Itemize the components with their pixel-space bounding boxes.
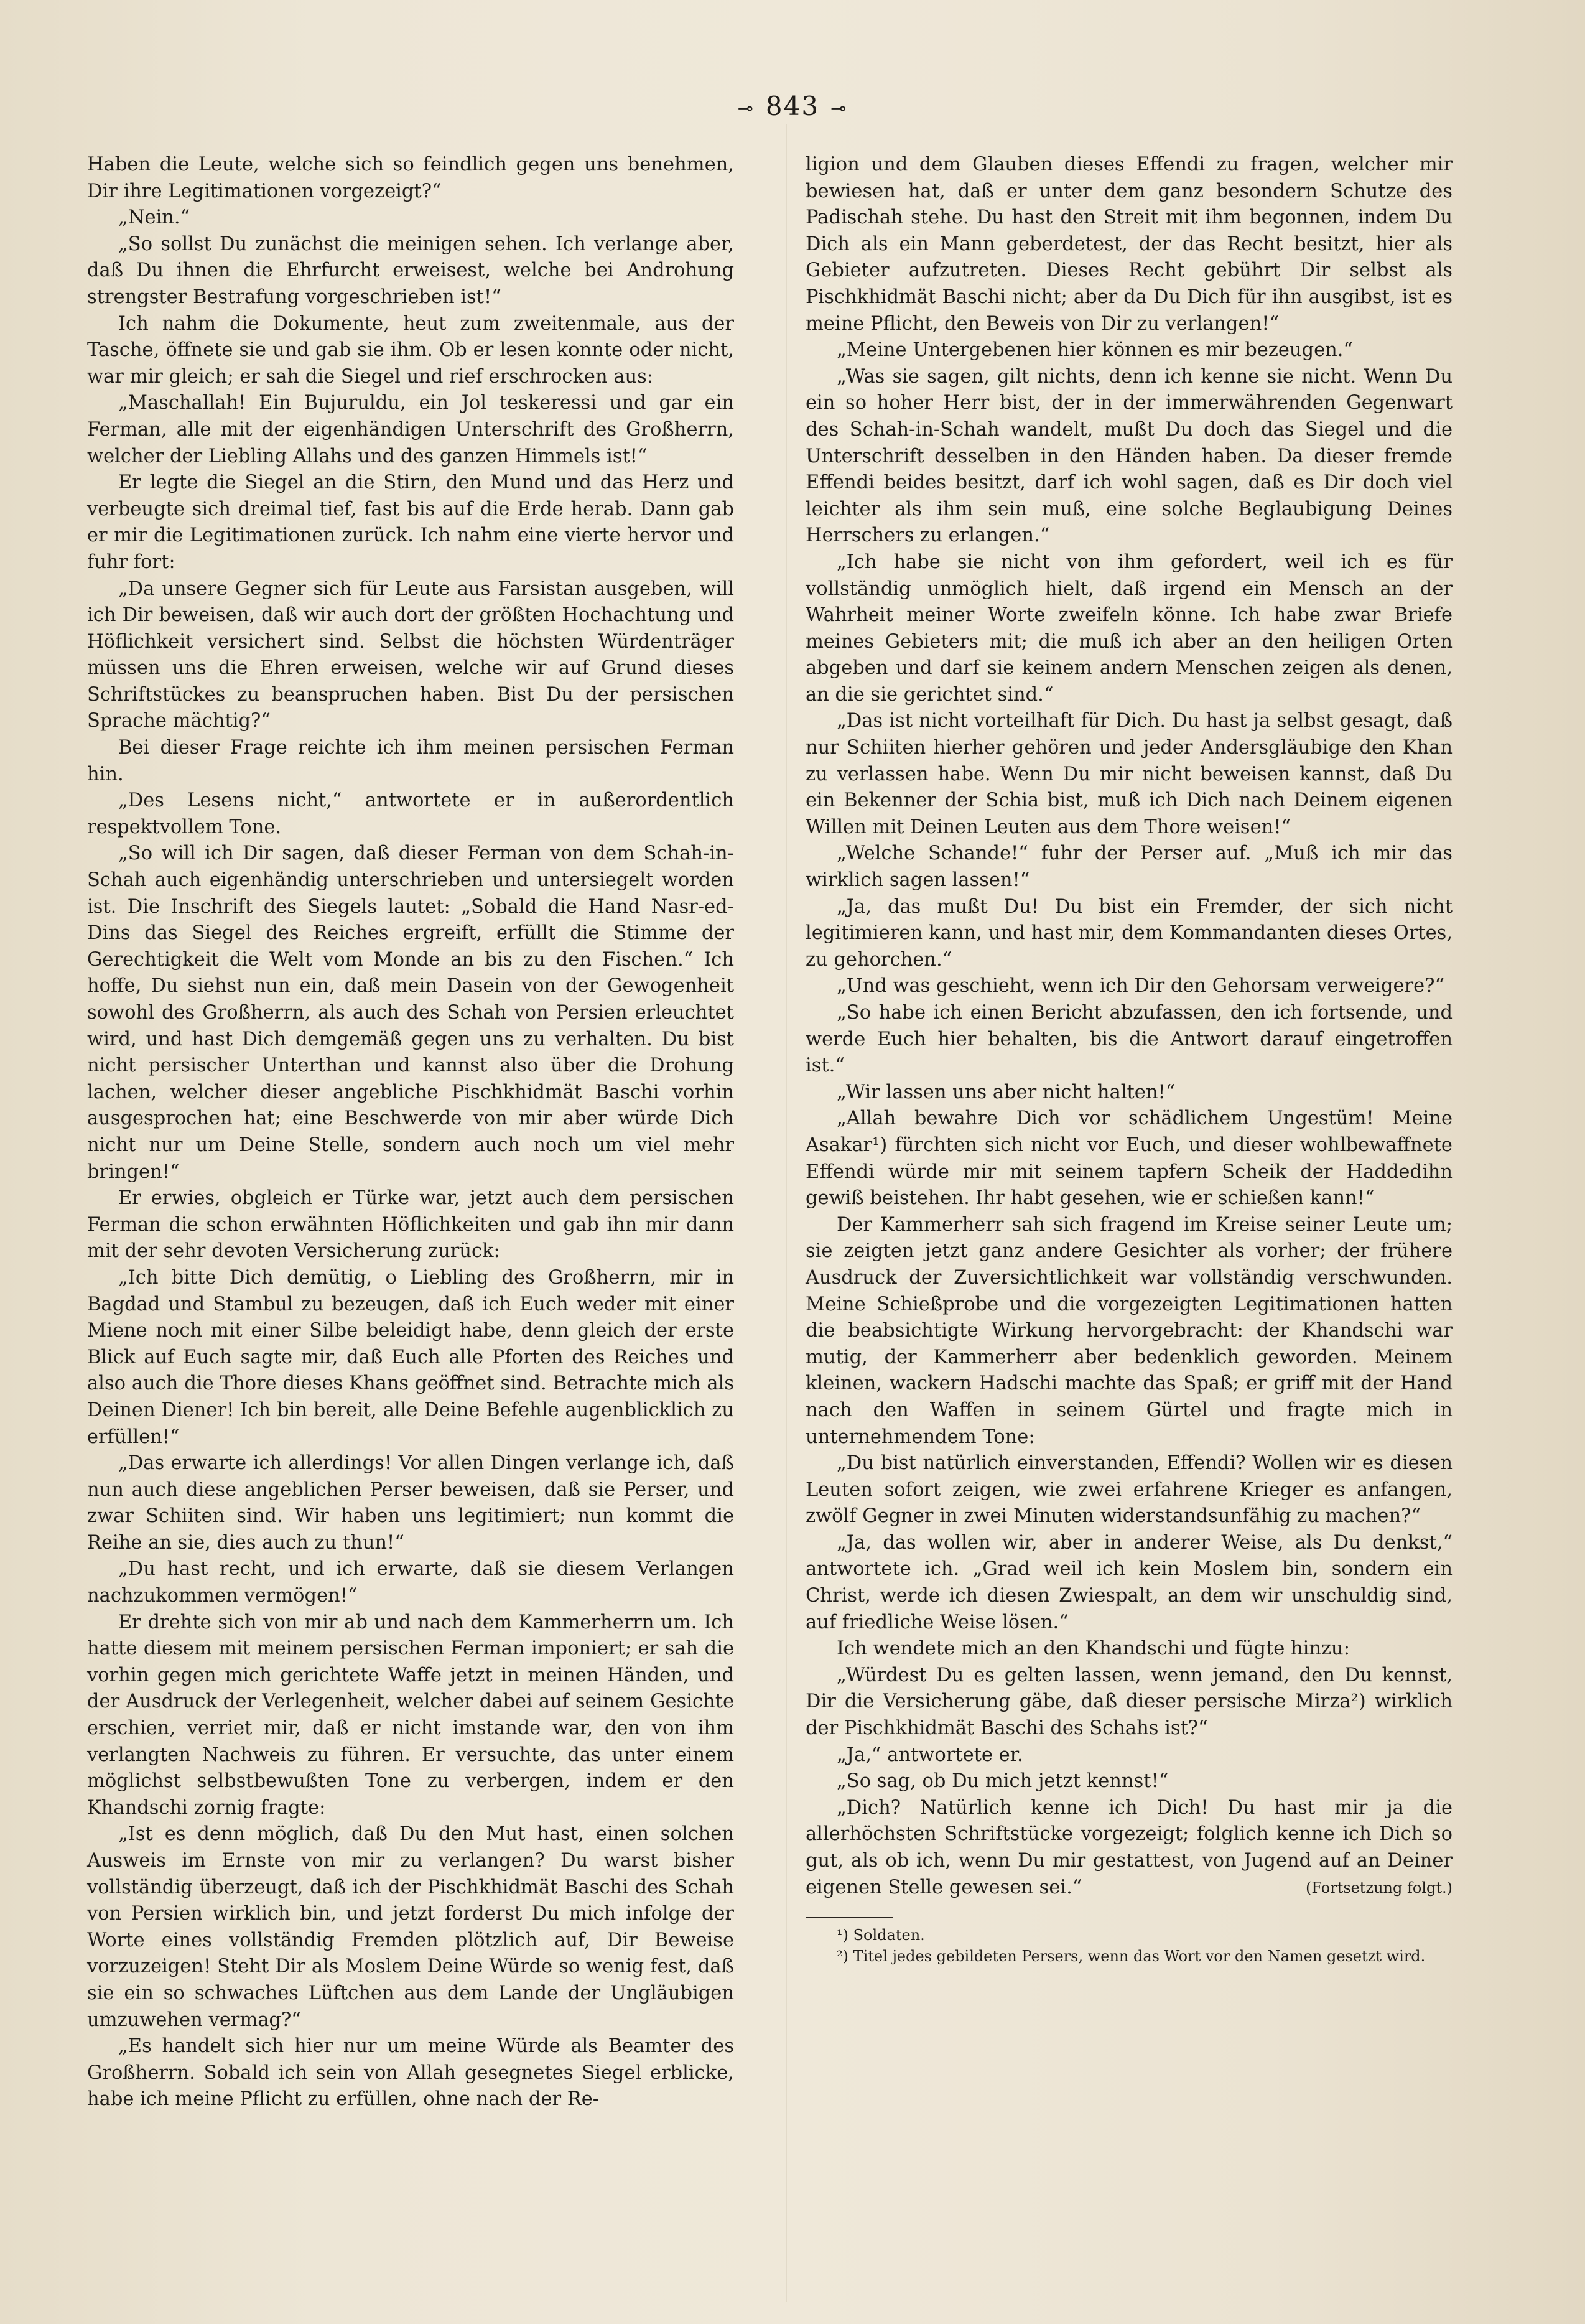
paragraph: Haben die Leute, welche sich so feindlich gegen uns benehmen, Dir ihre Legitimationen vorgezeigt?“ xyxy=(87,154,734,202)
paragraph: Der Kammerherr sah sich fragend im Kreise seiner Leute um; sie zeigten jetzt ganz andere Gesichter als vorher; der frühere Ausdruck der Zuversichtlichkeit war vollständig verschwunden. Meine Schießprobe und die vorgezeigten Legitimationen hatten die beabsichtigte Wirkung hervorgebracht: der Khandschi war mutig, der Kammerherr aber bedenklich geworden. Meinem kleinen, wackern Hadschi machte das Spaß; er griff mit der Hand nach den Waffen in seinem Gürtel und fragte mich in unternehmendem Tone: xyxy=(806,1213,1453,1448)
paragraph: „Es handelt sich hier nur um meine Würde als Beamter des Großherrn. Sobald ich sein von Allah gesegnetes Siegel erblicke, habe ich meine Pflicht zu erfüllen, ohne nach der Re- xyxy=(87,2035,734,2111)
paragraph: Er drehte sich von mir ab und nach dem Kammerherrn um. Ich hatte diesem mit meinem persischen Ferman imponiert; er sah die vorhin gegen mich gerichtete Waffe jetzt in meinen Händen, und der Ausdruck der Verlegenheit, welcher dabei auf seinem Gesichte erschien, verriet mir, daß er nicht imstande war, den von ihm verlangten Nachweis zu führen. Er versuchte, das unter einem möglichst selbstbewußten Tone zu verbergen, indem er den Khandschi zornig fragte: xyxy=(87,1611,734,1819)
paragraph: „Ja, das mußt Du! Du bist ein Fremder, der sich nicht legitimieren kann, und hast mir, dem Kommandanten dieses Ortes, zu gehorchen.“ xyxy=(806,895,1453,971)
paragraph: „So will ich Dir sagen, daß dieser Ferman von dem Schah-in-Schah auch eigenhändig unterschrieben und untersiegelt worden ist. Die Inschrift des Siegels lautet: „Sobald die Hand Nasr-ed-Dins das Siegel des Reiches ergreift, erfüllt die Stimme der Gerechtigkeit die Welt vom Monde an bis zu den Fischen.“ Ich hoffe, Du siehst nun ein, daß mein Dasein von der Gewogenheit sowohl des Großherrn, als auch des Schah von Persien erleuchtet wird, und hast Dich demgemäß gegen uns zu verhalten. Du bist nicht persischer Unterthan und kannst also über die Drohung lachen, welcher dieser angebliche Pischkhidmät Baschi vorhin ausgesprochen hat; eine Beschwerde von mir aber würde Dich nicht nur um Deine Stelle, sondern auch noch um viel mehr bringen!“ xyxy=(87,842,734,1183)
paragraph: „Das erwarte ich allerdings! Vor allen Dingen verlange ich, daß nun auch diese angeblichen Perser beweisen, daß sie Perser, und zwar Schiiten sind. Wir haben uns legitimiert; nun kommt die Reihe an sie, dies auch zu thun!“ xyxy=(87,1452,734,1554)
paragraph: Bei dieser Frage reichte ich ihm meinen persischen Ferman hin. xyxy=(87,737,734,785)
paragraph: Er legte die Siegel an die Stirn, den Mund und das Herz und verbeugte sich dreimal tief, fast bis auf die Erde herab. Dann gab er mir die Legitimationen zurück. Ich nahm eine vierte hervor und fuhr fort: xyxy=(87,472,734,573)
paragraph: „Maschallah! Ein Bujuruldu, ein Jol teskeressi und gar ein Ferman, alle mit der eigenhändigen Unterschrift des Großherrn, welcher der Liebling Allahs und des ganzen Himmels ist!“ xyxy=(87,392,734,467)
paragraph: „Das ist nicht vorteilhaft für Dich. Du hast ja selbst gesagt, daß nur Schiiten hierher gehören und jeder Andersgläubige den Khan zu verlassen habe. Wenn Du mir nicht beweisen kannst, daß Du ein Bekenner der Schia bist, muß ich Dich nach Deinem eigenen Willen mit Deinen Leuten aus dem Thore weisen!“ xyxy=(806,710,1453,838)
paragraph: Er erwies, obgleich er Türke war, jetzt auch dem persischen Ferman die schon erwähnten Höflichkeiten und gab ihn mir dann mit der sehr devoten Versicherung zurück: xyxy=(87,1187,734,1262)
footnote: ²) Titel jedes gebildeten Persers, wenn das Wort vor den Namen gesetzt wird. xyxy=(837,1948,1426,1966)
paragraph-last xyxy=(806,1795,1453,1901)
left-ornament: ⊸ xyxy=(737,97,755,119)
paragraph: Ich nahm die Dokumente, heut zum zweitenmale, aus der Tasche, öffnete sie und gab sie ihm. Ob er lesen konnte oder nicht, war mir gleich; er sah die Siegel und rief erschrocken aus: xyxy=(87,312,734,388)
continued-note: (Fortsetzung folgt.) xyxy=(1306,1878,1453,1897)
center-fold xyxy=(786,124,787,2302)
paragraph: ligion und dem Glauben dieses Effendi zu fragen, welcher mir bewiesen hat, daß er unter dem ganz besondern Schutze des Padischah stehe. Du hast den Streit mit ihm begonnen, indem Du Dich als ein Mann geberdetest, der das Recht besitzt, hier als Gebieter aufzutreten. Dieses Recht gebührt Dir selbst als Pischkhidmät Baschi nicht; aber da Du Dich für ihn ausgibst, ist es meine Pflicht, den Beweis von Dir zu verlangen!“ xyxy=(806,154,1453,335)
paragraph: „Was sie sagen, gilt nichts, denn ich kenne sie nicht. Wenn Du ein so hoher Herr bist, der in der immerwährenden Gegenwart des Schah-in-Schah wandelt, mußt Du doch das Siegel und die Unterschrift desselben in den Händen haben. Da dieser fremde Effendi beides besitzt, darf ich wohl sagen, daß es Dir doch viel leichter als ihm sein muß, eine solche Beglaubigung Deines Herrschers zu erlangen.“ xyxy=(806,365,1453,547)
paragraph: „Ja, das wollen wir, aber in anderer Weise, als Du denkst,“ antwortete ich. „Grad weil ich kein Moslem bin, sondern ein Christ, werde ich diesen Zwiespalt, an dem wir unschuldig sind, auf friedliche Weise lösen.“ xyxy=(806,1531,1453,1633)
paragraph: „So sag, ob Du mich jetzt kennst!“ xyxy=(837,1770,1169,1793)
paragraph: „Ich bitte Dich demütig, o Liebling des Großherrn, mir in Bagdad und Stambul zu bezeugen, daß ich Euch weder mit einer Miene noch mit einer Silbe beleidigt habe, denn gleich der erste Blick auf Euch sagte mir, daß Euch alle Pforten des Reiches und also auch die Thore dieses Khans geöffnet sind. Betrachte mich als Deinen Diener! Ich bin bereit, alle Deine Befehle augenblicklich zu erfüllen!“ xyxy=(87,1266,734,1448)
paragraph: „Welche Schande!“ fuhr der Perser auf. „Muß ich mir das wirklich sagen lassen!“ xyxy=(806,842,1453,892)
paragraph: Ich wendete mich an den Khandschi und fügte hinzu: xyxy=(837,1638,1350,1660)
page-number: 843 xyxy=(765,91,820,121)
paragraph: „Du hast recht, und ich erwarte, daß sie diesem Verlangen nachzukommen vermögen!“ xyxy=(87,1558,734,1607)
paragraph: „Da unsere Gegner sich für Leute aus Farsistan ausgeben, will ich Dir beweisen, daß wir auch dort der größten Hochachtung und Höflichkeit versichert sind. Selbst die höchsten Würdenträger müssen uns die Ehren erweisen, welche wir auf Grund dieses Schriftstückes zu beanspruchen haben. Bist Du der persischen Sprache mächtig?“ xyxy=(87,577,734,732)
paragraph: „So sollst Du zunächst die meinigen sehen. Ich verlange aber, daß Du ihnen die Ehrfurcht erweisest, welche bei Androhung strengster Bestrafung vorgeschrieben ist!“ xyxy=(87,233,734,308)
right-column xyxy=(806,152,1453,1967)
paragraph: „Ist es denn möglich, daß Du den Mut hast, einen solchen Ausweis im Ernste von mir zu verlangen? Du warst bisher vollständig überzeugt, daß ich der Pischkhidmät Baschi des Schah von Persien wirklich bin, und jetzt forderst Du mich infolge der Worte eines vollständig Fremden plötzlich auf, Dir Beweise vorzuzeigen! Steht Dir als Moslem Deine Würde so wenig fest, daß sie ein so schwaches Lüftchen aus dem Lande der Ungläubigen umzuwehen vermag?“ xyxy=(87,1823,734,2031)
footnote: ¹) Soldaten. xyxy=(837,1926,925,1944)
paragraph: „Du bist natürlich einverstanden, Effendi? Wollen wir es diesen Leuten sofort zeigen, wie zwei erfahrene Krieger es anfangen, zwölf Gegner in zwei Minuten widerstandsunfähig zu machen?“ xyxy=(806,1452,1453,1528)
paragraph: „Ja,“ antwortete er. xyxy=(837,1743,1023,1766)
paragraph: „Meine Untergebenen hier können es mir bezeugen.“ xyxy=(837,339,1354,362)
paragraph: „Würdest Du es gelten lassen, wenn jemand, den Du kennst, Dir die Versicherung gäbe, daß dieser persische Mirza²) wirklich der Pischkhidmät Baschi des Schahs ist?“ xyxy=(806,1664,1453,1740)
paragraph: „So habe ich einen Bericht abzufassen, den ich fortsende, und werde Euch hier behalten, bis die Antwort darauf eingetroffen ist.“ xyxy=(806,1002,1453,1077)
paragraph: „Nein.“ xyxy=(118,207,190,229)
paragraph: „Und was geschieht, wenn ich Dir den Gehorsam verweigere?“ xyxy=(837,975,1445,997)
right-ornament: ⊸ xyxy=(830,97,848,119)
page-header xyxy=(0,91,1585,121)
paragraph: „Allah bewahre Dich vor schädlichem Ungestüm! Meine Asakar¹) fürchten sich nicht vor Euch, und dieser wohlbewaffnete Effendi würde mir mit seinem tapfern Scheik der Haddedihn gewiß beistehen. Ihr habt gesehen, wie er schießen kann!“ xyxy=(806,1108,1453,1210)
paragraph: „Wir lassen uns aber nicht halten!“ xyxy=(837,1081,1176,1103)
last-paragraph-text: „Dich? Natürlich kenne ich Dich! Du hast mir ja die allerhöchsten Schriftstücke vorgezeigt; folglich kenne ich Dich so gut, als ob ich, wenn Du mir gestattest, von Jugend auf an Deiner eigenen Stelle gewesen sei.“ xyxy=(806,1796,1453,1898)
left-column xyxy=(87,152,734,2113)
paragraph: „Des Lesens nicht,“ antwortete er in außerordentlich respektvollem Tone. xyxy=(87,790,734,838)
footnote-rule xyxy=(806,1917,893,1918)
paragraph: „Ich habe sie nicht von ihm gefordert, weil ich es für vollständig unmöglich hielt, daß irgend ein Mensch an der Wahrheit meiner Worte zweifeln könne. Ich habe zwar Briefe meines Gebieters mit; die muß ich aber an den heiligen Orten abgeben und darf sie keinem andern Menschen zeigen als denen, an die sie gerichtet sind.“ xyxy=(806,551,1453,706)
